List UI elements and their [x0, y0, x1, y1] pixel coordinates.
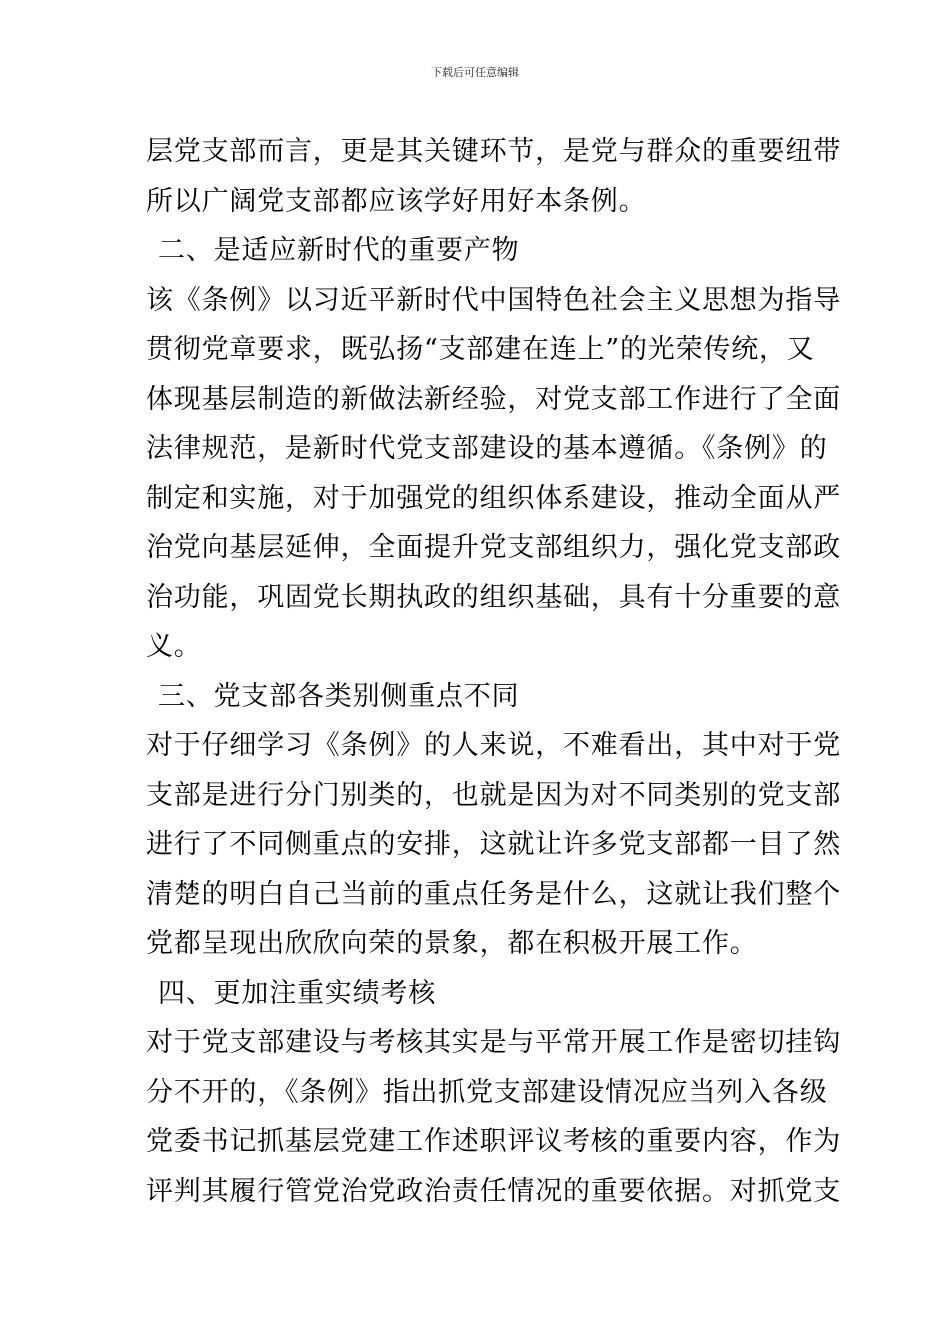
paragraph-line: 评判其履行管党治党政治责任情况的重要依据。对抓党支 [146, 1175, 841, 1207]
paragraph-line: 法律规范，是新时代党支部建设的基本遵循。《条例》的 [146, 433, 828, 464]
paragraph-line: 制定和实施，对于加强党的组织体系建设，推动全面从严 [146, 482, 841, 514]
paragraph-line: 该《条例》以习近平新时代中国特色社会主义思想为指导 [146, 284, 841, 316]
paragraph-line: 对于党支部建设与考核其实是与平常开展工作是密切挂钩 [146, 1027, 841, 1058]
paragraph-line: 对于仔细学习《条例》的人来说，不难看出，其中对于党 [146, 730, 841, 761]
section-heading: 二、是适应新时代的重要产物 [158, 235, 520, 266]
paragraph-line: 进行了不同侧重点的安排，这就让许多党支部都一目了然 [146, 829, 841, 860]
paragraph-line: 体现基层制造的新做法新经验，对党支部工作进行了全面 [146, 383, 841, 415]
paragraph-line: 所以广阔党支部都应该学好用好本条例。 [146, 185, 647, 217]
paragraph-line: 治党向基层延伸，全面提升党支部组织力，强化党支部政 [146, 532, 841, 563]
paragraph-line: 支部是进行分门别类的，也就是因为对不同类别的党支部 [146, 779, 841, 811]
document-body [146, 127, 841, 1216]
paragraph-line: 贯彻党章要求，既弘扬“支部建在连上”的光荣传统，又 [146, 334, 815, 365]
paragraph-line: 义。 [146, 631, 202, 662]
section-heading: 四、更加注重实绩考核 [158, 977, 436, 1009]
paragraph-line: 治功能，巩固党长期执政的组织基础，具有十分重要的意 [146, 581, 841, 613]
paragraph-line: 清楚的明白自己当前的重点任务是什么，这就让我们整个 [146, 878, 841, 910]
paragraph-line: 分不开的，《条例》指出抓党支部建设情况应当列入各级 [146, 1076, 828, 1108]
paragraph-line: 党都呈现出欣欣向荣的景象，都在积极开展工作。 [146, 928, 758, 959]
section-heading: 三、党支部各类别侧重点不同 [158, 680, 520, 712]
paragraph-line: 党委书记抓基层党建工作述职评议考核的重要内容，作为 [146, 1126, 841, 1157]
page-header: 下载后可任意编辑 [431, 66, 519, 79]
paragraph-line: 层党支部而言，更是其关键环节，是党与群众的重要纽带 [146, 136, 841, 167]
